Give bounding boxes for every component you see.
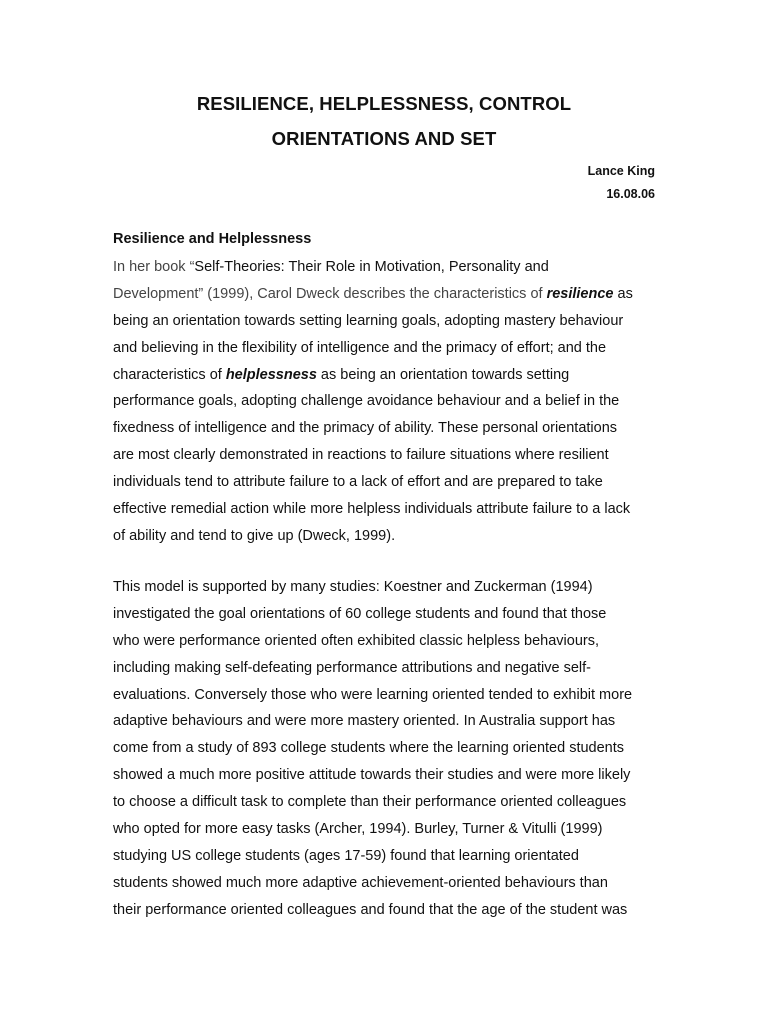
document-title-line-2: ORIENTATIONS AND SET [271, 128, 497, 149]
paragraph-2-line: their performance oriented colleagues and found that the age of the student was [113, 901, 628, 918]
paragraph-1-line: individuals tend to attribute failure to a lack of effort and are prepared to take [113, 474, 603, 491]
paragraph-2 [113, 574, 658, 924]
paragraph-1-line: being an orientation towards setting learning goals, adopting mastery behaviour [113, 312, 624, 329]
paragraph-2-line: to choose a difficult task to complete than their performance oriented colleagues [113, 794, 627, 811]
paragraph-1-line [113, 362, 658, 389]
emphasized-term-resilience: resilience [546, 285, 614, 302]
paragraph-2-line: students showed much more adaptive achievement-oriented behaviours than [113, 874, 608, 891]
paragraph-2-line: including making self-defeating performance attributions and negative self- [113, 659, 591, 676]
paragraph-1-line [113, 254, 658, 281]
text-span: characteristics of [113, 366, 226, 383]
paragraph-1-line: of ability and tend to give up (Dweck, 1999). [113, 527, 396, 544]
paragraph-2-line: who were performance oriented often exhibited classic helpless behaviours, [113, 632, 600, 649]
paragraph-1 [113, 254, 658, 550]
paragraph-1-line: are most clearly demonstrated in reactions to failure situations where resilient [113, 447, 609, 464]
paragraph-1-line: fixedness of intelligence and the primacy of ability. These personal orientations [113, 420, 618, 437]
author-name: Lance King [587, 164, 655, 178]
document-title-line-1: RESILIENCE, HELPLESSNESS, CONTROL [196, 93, 572, 114]
paragraph-2-line: studying US college students (ages 17-59) found that learning orientated [113, 847, 579, 864]
text-span: Development” (1999), Carol Dweck describes the characteristics of [113, 285, 547, 302]
text-span: as being an orientation towards setting [316, 366, 570, 383]
document-date: 16.08.06 [606, 187, 655, 201]
paragraph-1-line: and believing in the flexibility of intelligence and the primacy of effort; and the [113, 339, 607, 356]
paragraph-2-line: investigated the goal orientations of 60 college students and found that those [113, 605, 607, 622]
text-span: as [613, 285, 633, 302]
text-span: In her book “ [113, 259, 195, 275]
paragraph-2-line: This model is supported by many studies: Koestner and Zuckerman (1994) [113, 579, 593, 595]
paragraph-1-line [113, 281, 658, 308]
paragraph-2-line: adaptive behaviours and were more mastery oriented. In Australia support has [113, 713, 616, 730]
paragraph-2-line: come from a study of 893 college students where the learning oriented students [113, 740, 625, 757]
paragraph-1-line: performance goals, adopting challenge avoidance behaviour and a belief in the [113, 393, 620, 410]
paragraph-2-line: showed a much more positive attitude towards their studies and were more likely [113, 767, 631, 784]
emphasized-term-helplessness: helplessness [225, 366, 317, 383]
paragraph-1-line: effective remedial action while more helpless individuals attribute failure to a lack [113, 501, 631, 518]
paragraph-2-line: evaluations. Conversely those who were learning oriented tended to exhibit more [113, 686, 633, 703]
text-span: Self-Theories: Their Role in Motivation, Personality and [194, 259, 549, 275]
section-heading: Resilience and Helplessness [113, 231, 312, 247]
paragraph-2-line: who opted for more easy tasks (Archer, 1994). Burley, Turner & Vitulli (1999) [113, 821, 603, 838]
